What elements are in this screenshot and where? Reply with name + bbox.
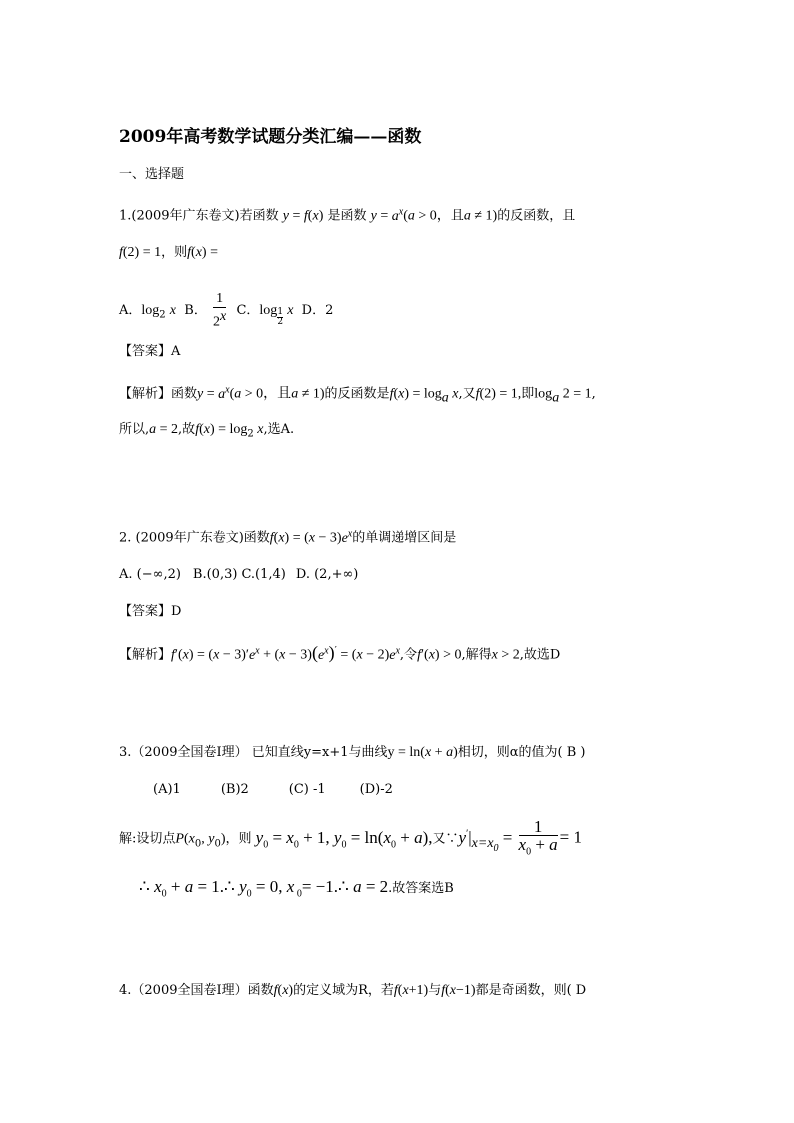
q2-option-d: D. (2,+∞) — [295, 567, 359, 582]
q3-alpha-symbol: α — [509, 745, 519, 760]
q1-stem-line1: 1.(2009年广东卷文)若函数 y = f(x) 是函数 $y = a^x(a > 0$，且a ≠ 1)的反函数，且 — [119, 206, 576, 224]
q3-options — [153, 781, 393, 799]
q1-formula-y-fx: y — [282, 208, 289, 224]
q3-derivative-fraction: $\frac{1}{x_0 + a}$ — [518, 817, 558, 858]
q3-option-b: (B)2 — [220, 782, 249, 797]
q1-option-a: A． — [119, 302, 142, 318]
q1-mid2: 且 — [450, 208, 464, 224]
q1-analysis-line1: 【解析】函数$y = a^x(a > 0$，且a ≠ 1)的反函数是$f(x) = \log_a x$,又f(2) = 1,即$\log_a 2 = 1$, — [119, 384, 596, 406]
q4-stem: 4.（2009全国卷Ⅰ理）函数f(x)的定义域为R，若f(x+1)与f(x−1)都是奇函数，则( D — [119, 983, 587, 998]
q3-option-c: (C) -1 — [288, 782, 326, 797]
q1-stem-line2: f(2) = 1，则f(x) = — [119, 245, 218, 260]
section-heading: 一、选择题 — [119, 167, 185, 182]
q2-answer: 【答案】D — [119, 604, 182, 619]
q2-analysis: 【解析】$f'(x) = (x - 3)'e^x + (x - 3)(e^x)' = (x - 2)e^x$,令f′(x) > 0,解得x > 2,故选D — [119, 642, 561, 663]
q3-solution-line1: 解:设切点$P(x_0$, $y_0$)，则 $y_0 = x_0 + 1$, $y_0 = \ln(x_0 + a)$,又$\because y'|_{x=x_0}$ = $\frac{1}{x_0 + a}$ = 1 — [119, 818, 582, 864]
q3-option-d: (D)-2 — [359, 782, 393, 797]
q3-stem: 3.（2009全国卷Ⅰ理） 已知直线y=x+1与曲线y = ln(x + a)相切，则α的值为( B ) — [119, 745, 586, 760]
q1-option-c: C． — [236, 302, 260, 318]
q1-mid1: 是函数 — [327, 208, 367, 224]
q1-option-d: D．2 — [301, 302, 334, 318]
q2-options — [119, 566, 386, 584]
q1-mid3: 的反函数，且 — [497, 208, 576, 224]
q3-solution-line2: ∴ $x_0 + a$ = 1.∴ $y_0 = 0$, x $_0$= −1.∴ a = 2.故答案选B — [139, 877, 454, 900]
q1-option-b-fraction: $\frac{1}{2^x}$ — [212, 291, 227, 330]
q2-stem: 2. (2009年广东卷文)函数$f(x) = (x - 3)e^x$的单调递增区间是 — [119, 528, 457, 546]
q3-option-a: (A)1 — [153, 782, 181, 797]
q1-prefix: 1.(2009年广东卷文)若函数 — [119, 208, 279, 224]
q2-option-a: A. (−∞,2) — [119, 567, 181, 582]
q1-analysis-line2: 所以,a = 2,故$f(x) = \log_2 x$,选A. — [119, 422, 295, 440]
q2-option-c: C.(1,4) — [241, 567, 286, 582]
q1-analysis-label: 【解析】 — [119, 386, 172, 402]
q1-answer: 【答案】A — [119, 344, 181, 359]
q1-line2-end: ，则 — [161, 245, 188, 260]
q1-options: A．$\log_2 x$ B． $\frac{1}{2^x}$ C．log $\frac{1}{2}$ x D．2 — [119, 291, 334, 330]
q1-option-b: B． — [184, 302, 207, 318]
q2-option-b: B.(0,3) — [192, 567, 238, 582]
document-title: 2009年高考数学试题分类汇编——函数 — [119, 127, 422, 147]
q1-option-c-base: $\frac{1}{2}$ — [277, 306, 284, 327]
